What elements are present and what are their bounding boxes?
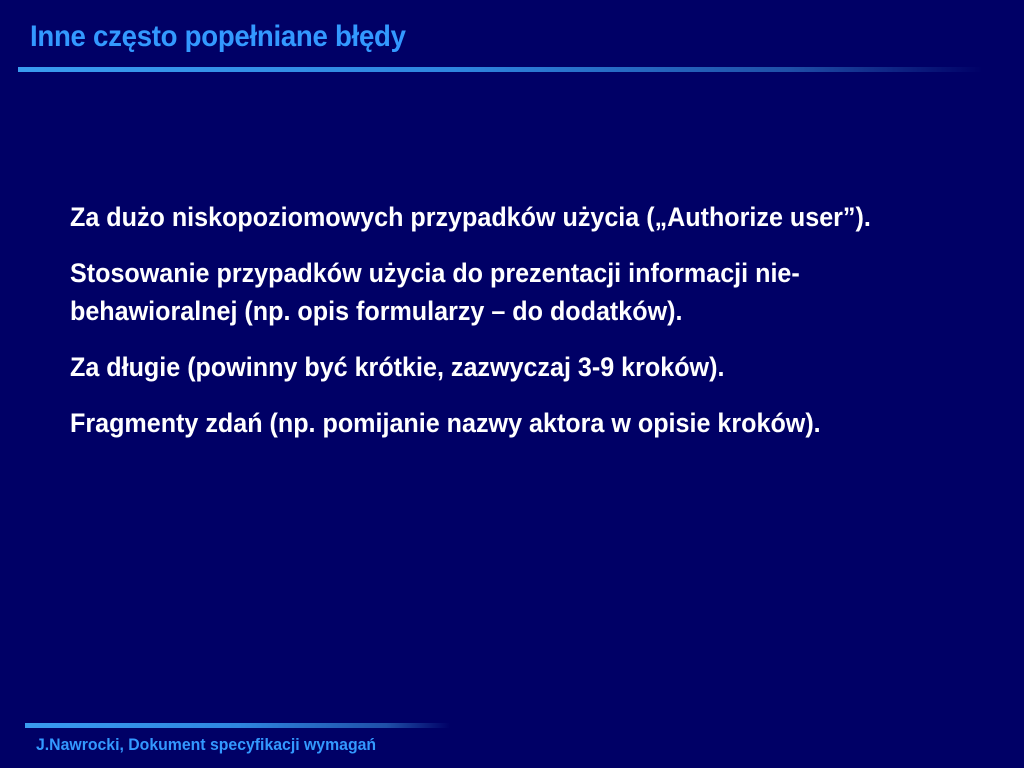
list-item: Stosowanie przypadków użycia do prezentacji informacji nie-behawioralnej (np. opis formularzy – do dodatków). [70, 258, 800, 326]
bullet-list [70, 198, 990, 460]
list-item: Fragmenty zdań (np. pomijanie nazwy aktora w opisie kroków). [70, 408, 821, 438]
title-divider [18, 67, 983, 72]
list-item: Za dużo niskopoziomowych przypadków użycia („Authorize user”). [70, 202, 871, 232]
list-item: Za długie (powinny być krótkie, zazwyczaj 3-9 kroków). [70, 352, 725, 382]
footer-divider [25, 723, 450, 728]
footer-text: J.Nawrocki, Dokument specyfikacji wymagań [36, 735, 377, 754]
slide-title: Inne często popełniane błędy [30, 20, 406, 53]
